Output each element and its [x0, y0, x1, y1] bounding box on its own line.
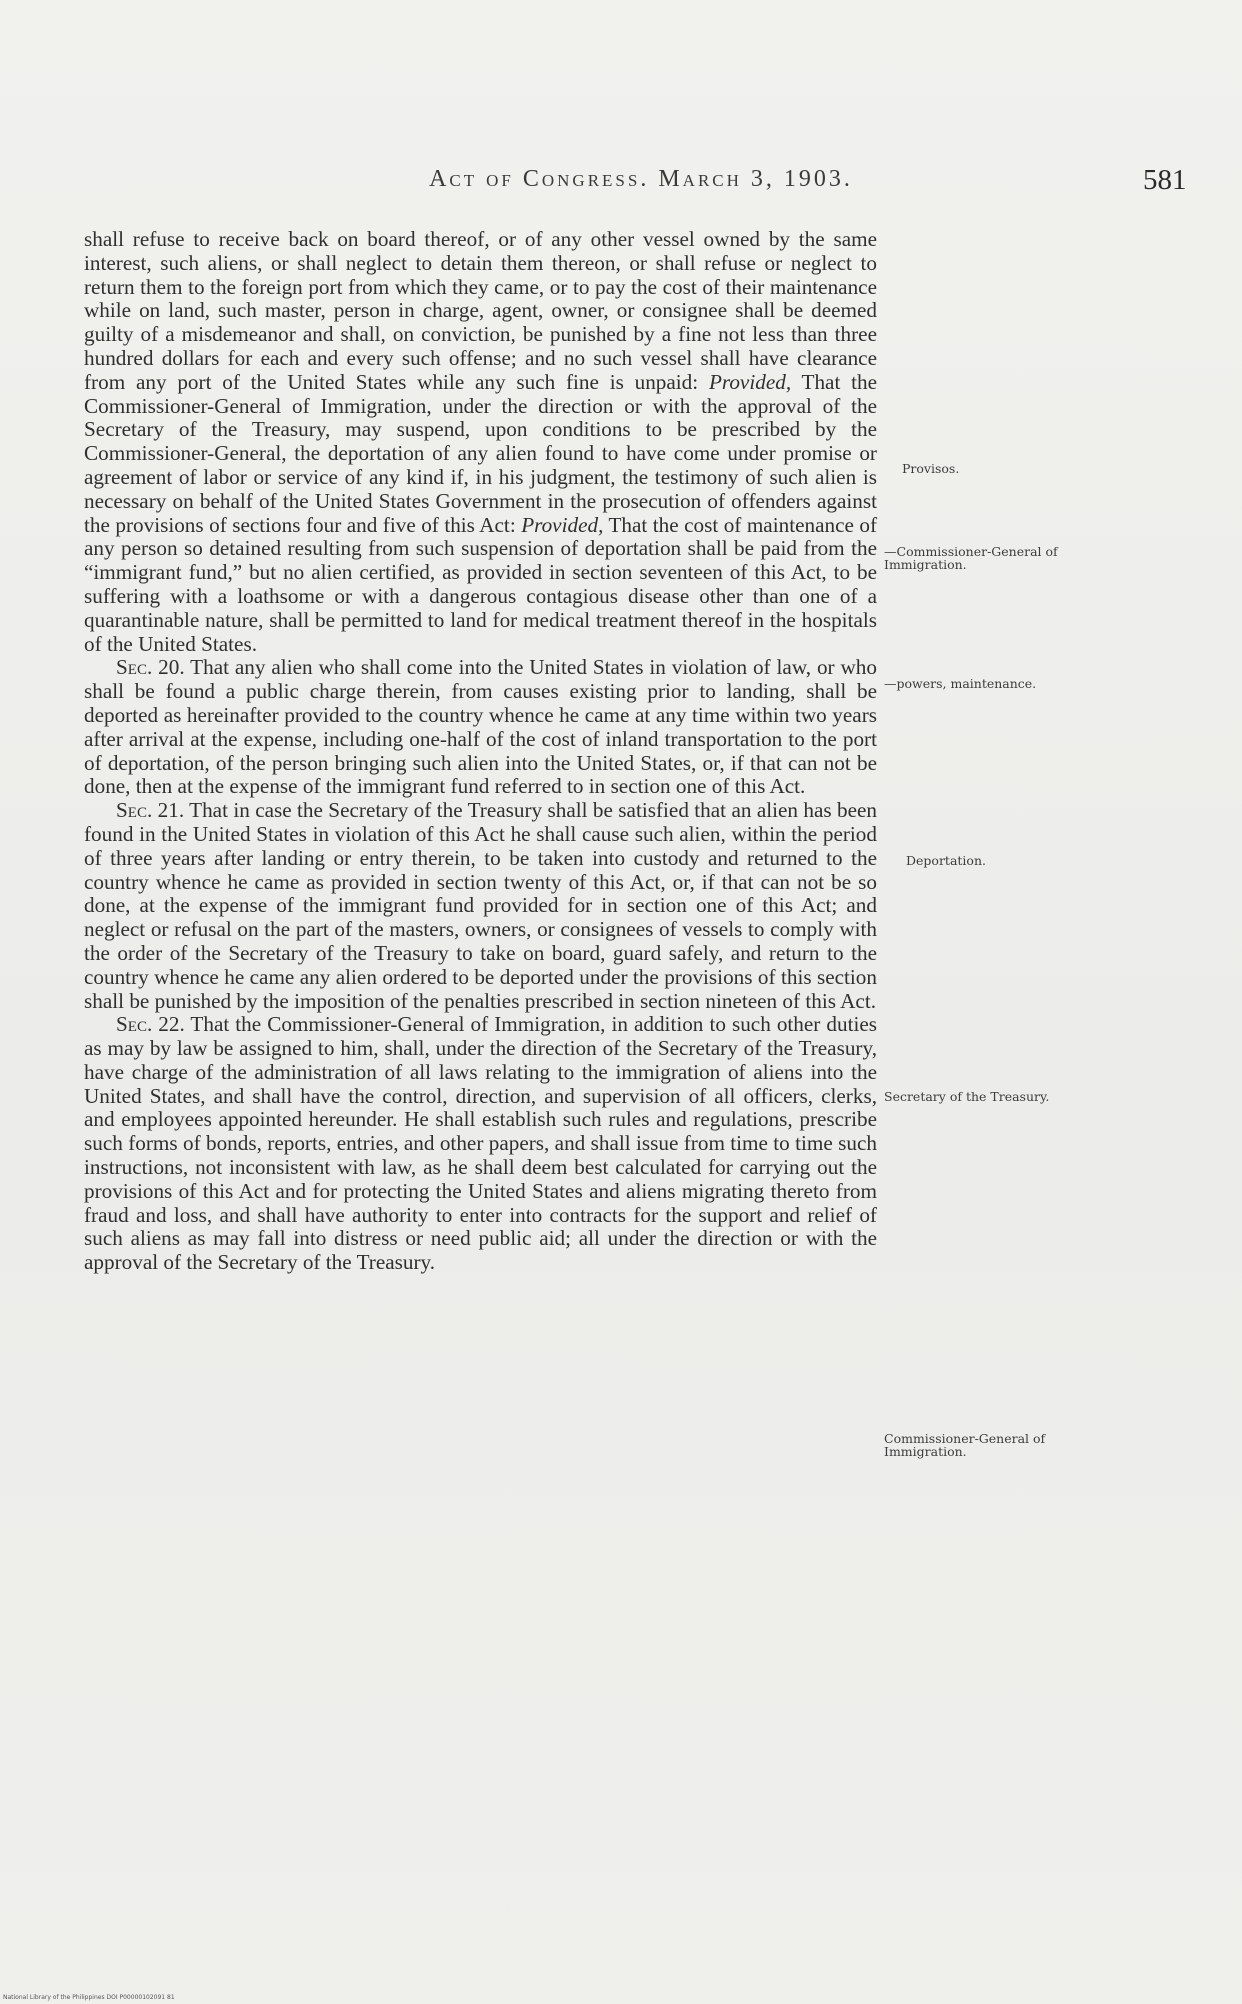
- section-label: Sec. 22.: [116, 1012, 185, 1037]
- text-run: shall refuse to receive back on board thereof, or of any other vessel owned by the same interest, such aliens, or shall neglect to detain them thereon, or shall refuse or neglect to return them to the foreign port from which they came, or to pay the cost of their maintenance while on land, such master, person in charge, agent, owner, or consignee shall be deemed guilty of a misdemeanor and shall, on conviction, be punished by a fine not less than three hundred dollars for each and every such offense; and no such vessel shall have clearance from any port of the United States while any such fine is unpaid:: [84, 227, 877, 394]
- running-title: Act of Congress. March 3, 1903.: [429, 166, 853, 192]
- margin-note-commissioner-general-2: Commissioner-General of Immigration.: [884, 1431, 1046, 1459]
- section-text: That the Commissioner-General of Immigration, in addition to such other duties as may by law be assigned to him, shall, under the direction of the Secretary of the Treasury, have charge of the administration of all laws relating to the immigration of aliens into the United States, and shall have the control, direction, and supervision of all officers, clerks, and employees appointed hereunder. He shall establish such rules and regulations, prescribe such forms of bonds, reports, entries, and other papers, and shall issue from time to time such instructions, not inconsistent with law, as he shall deem best calculated for carrying out the provisions of this Act and for protecting the United States and aliens migrating thereto from fraud and loss, and shall have authority to enter into contracts for the support and relief of such aliens as may fall into distress or need public aid; all under the direction or with the approval of the Secretary of the Treasury.: [84, 1012, 878, 1275]
- text-run: That the Commissioner-General of Immigration, under the direction or with the approval of the Secretary of the Treasury, may suspend, upon conditions to be prescribed by the Commissioner-General, the deportation of any alien found to have come under promise or agreement of labor or service of any kind if, in his judgment, the testimony of such alien is necessary on behalf of the United States Government in the prosecution of offenders against the provisions of sections four and five of this Act:: [84, 369, 878, 537]
- margin-note-commissioner-general: —Commissioner-General of Immigration.: [884, 544, 1058, 572]
- margin-note-provisos: Provisos.: [902, 461, 960, 476]
- paragraph-sec20: [84, 656, 877, 799]
- proviso-italic: Provided,: [521, 512, 604, 537]
- proviso-italic: Provided,: [708, 369, 792, 394]
- section-label: Sec. 20.: [116, 655, 185, 680]
- text-run: That the cost of maintenance of any person so detained resulting from such suspension of deportation shall be paid from the “immigrant fund,” but no alien certified, as provided in section seventeen of this Act, to be suffering with a loathsome or with a dangerous contagious disease other than one of a quarantinable nature, shall be permitted to land for medical treatment thereof in the hospitals of the United States.: [84, 512, 878, 656]
- paragraph-sec21: [84, 799, 877, 1013]
- paragraph-sec22: [84, 1013, 877, 1275]
- page-number: 581: [1143, 164, 1187, 196]
- section-text: That any alien who shall come into the United States in violation of law, or who shall be found a public charge therein, from causes existing prior to landing, shall be deported as hereinafter provided to the country whence he came at any time within two years after arrival at the expense, including one-half of the cost of inland transportation to the port of deportation, of the person bringing such alien into the United States, or, if that can not be done, then at the expense of the immigrant fund referred to in section one of this Act.: [84, 655, 877, 799]
- body-text: [84, 228, 877, 1275]
- margin-note-deportation: Deportation.: [906, 853, 986, 868]
- running-header: [0, 166, 1242, 193]
- scan-credit: National Library of the Philippines DOI P00000102091 81: [3, 1994, 175, 2001]
- margin-note-secretary: Secretary of the Treasury.: [884, 1089, 1050, 1104]
- paragraph-sec19-continuation: [84, 228, 877, 656]
- section-label: Sec. 21.: [116, 798, 185, 823]
- section-text: That in case the Secretary of the Treasury shall be satisfied that an alien has been found in the United States in violation of this Act he shall cause such alien, within the period of three years after landing or entry therein, to be taken into custody and returned to the country whence he came as provided in section twenty of this Act, or, if that can not be so done, at the expense of the immigrant fund provided for in section one of this Act; and neglect or refusal on the part of the masters, owners, or consignees of vessels to comply with the order of the Secretary of the Treasury to take on board, guard safely, and return to the country whence he came any alien ordered to be deported under the provisions of this section shall be punished by the imposition of the penalties prescribed in section nineteen of this Act.: [84, 798, 878, 1013]
- margin-note-powers: —powers, maintenance.: [884, 676, 1037, 691]
